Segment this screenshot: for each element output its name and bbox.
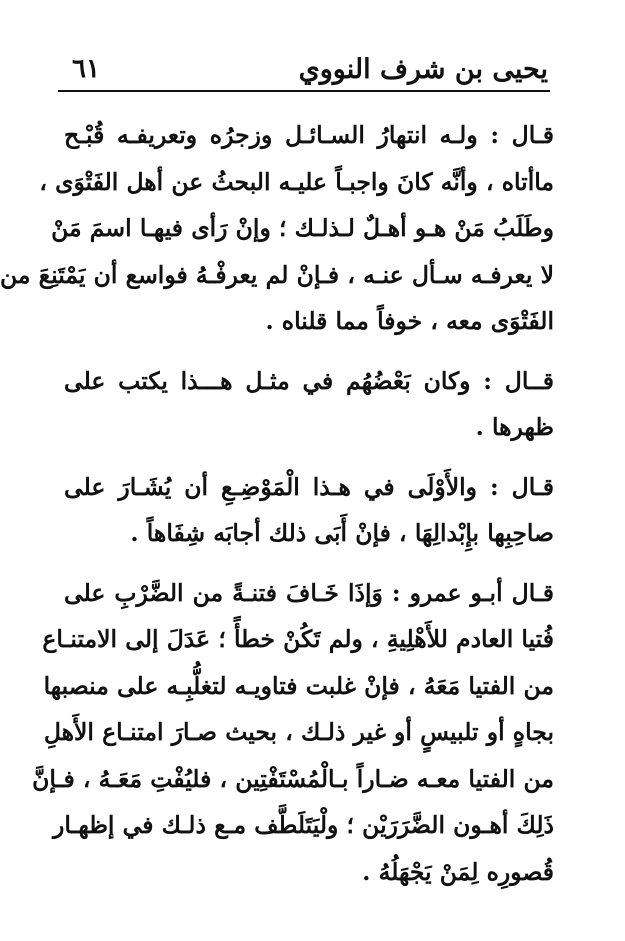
text-line: فُتيا العادم للأَهْلِيةِ ، ولم تَكُنْ خطأً ؛ عَدَلَ إلى الامتنـاع bbox=[42, 625, 554, 653]
page-number: ٦١ bbox=[72, 54, 100, 84]
header-divider bbox=[58, 90, 550, 92]
text-line: قـال : ولـه انتهارُ السـائـل وزجرُه وتعريفـه قُبْـح bbox=[64, 121, 554, 149]
text-line: بجاهٍ أو تلبيسٍ أو غير ذلـك ، بحيث صـارَ امتنـاع الأَهلِ bbox=[43, 718, 554, 746]
paragraph-4 bbox=[32, 570, 554, 896]
text-line: لا يعرفـه سـأل عنـه ، فـإنْ لم يعرفْـهُ فواسع أن يَمْتَنِعَ من bbox=[0, 260, 554, 289]
text-line: ماأتاه ، وأنَّه كانَ واجبـاً عليـه البحثُ عن أهل الفَتْوَى ، bbox=[39, 167, 554, 196]
text-line: صاحِبِها بإِبْدالِهَا ، فإنْ أَبَى ذلك أجابَه شِفَاهاً . bbox=[130, 519, 554, 547]
text-line: ذَلِكَ أهـون الضَّرَرَيْن ؛ ولْيَتَلَطَّف مـع ذلـك في إظهـار bbox=[52, 811, 554, 839]
paragraph-2 bbox=[64, 358, 554, 451]
text-line: وطَلَبُ مَنْ هـو أهـلٌ لـذلـك ؛ وإنْ رَأى فيهـا اسمَ مَنْ bbox=[51, 214, 554, 242]
text-line: قــال : وكان بَعْضُهُم في مثـل هـــذا يكتب على bbox=[64, 366, 554, 395]
header-title: يحيى بن شرف النووي bbox=[298, 54, 548, 85]
text-line: من الفتيا مَعَهُ ، فإنْ غلبت فتاويـه لتغلُّبِـه على منصبها bbox=[43, 671, 554, 700]
text-line: قـال أبـو عمرو : وَإذَا خَـافَ فتنـةً من الضَّرْبِ على bbox=[64, 578, 554, 607]
text-line: قُصورِه لِمَنْ يَجْهَلُهُ . bbox=[362, 857, 554, 886]
paragraph-1 bbox=[0, 112, 554, 345]
text-line: ظهرها . bbox=[475, 413, 554, 441]
text-line: من الفتيا معـه ضـاراً بـالْمُسْتَفْتِين ، فليُفْتِ مَعَـهُ ، فـإنَّ bbox=[32, 764, 554, 793]
main-text bbox=[0, 112, 554, 895]
running-header bbox=[60, 46, 548, 90]
text-line: قـال : والأَوْلَى في هـذا الْمَوْضِـعِ أن يُشَـارَ على bbox=[64, 472, 554, 501]
paragraph-3 bbox=[64, 464, 554, 557]
text-line: الفَتْوَى معه ، خوفاً مما قلناه . bbox=[265, 307, 554, 335]
